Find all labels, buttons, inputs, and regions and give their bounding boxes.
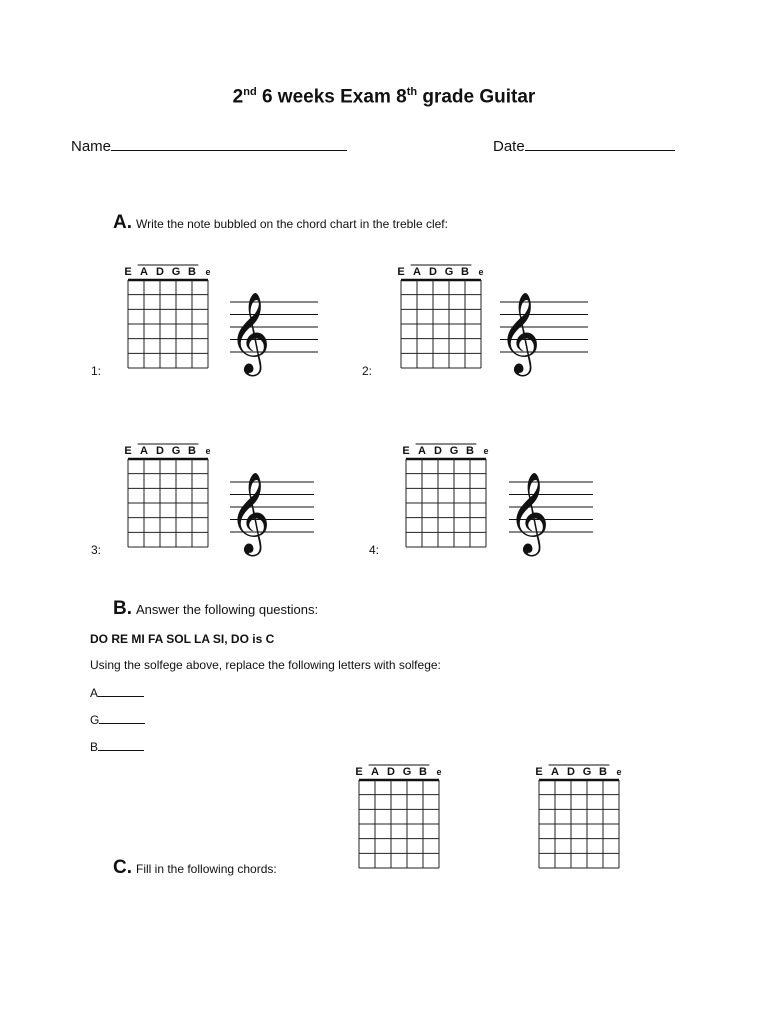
string-label-e: E [535,766,543,778]
treble-staff-3[interactable] [226,471,314,556]
answer-row-b[interactable] [90,739,144,754]
string-label-b: B [419,766,427,778]
string-label-a: A [140,445,148,457]
section-a-letter: A. [113,212,132,233]
answer-letter-a: A [90,686,99,700]
string-label-a: A [413,266,421,278]
chord-chart-3[interactable] [122,443,214,553]
treble-clef-icon: 𝄞 [499,291,541,373]
chord-chart-6[interactable] [533,764,625,874]
chord-chart-5[interactable] [353,764,445,874]
question-number-3: 3: [91,543,102,557]
string-label-g: G [449,445,459,457]
string-label-e: E [124,445,132,457]
string-label-high-e: e [478,267,484,277]
string-label-d: D [567,766,575,778]
string-label-e: E [397,266,405,278]
question-number-4: 4: [369,543,380,557]
string-label-b: B [188,445,196,457]
string-label-a: A [140,266,148,278]
name-field[interactable] [71,138,347,155]
chord-chart-4[interactable] [400,443,492,553]
chord-chart-1[interactable] [122,264,214,374]
solfege-instruction: Using the solfege above, replace the following letters with solfege: [90,658,441,672]
string-label-d: D [156,445,164,457]
string-label-d: D [429,266,437,278]
answer-row-a[interactable] [90,685,144,700]
date-label: Date [493,138,525,155]
section-c-heading [113,857,277,879]
string-label-g: G [402,766,412,778]
answer-letter-g: G [90,713,100,727]
treble-clef-icon: 𝄞 [229,291,271,373]
string-label-d: D [434,445,442,457]
string-label-g: G [582,766,592,778]
date-field[interactable] [493,138,675,155]
exam-title: 2nd 6 weeks Exam 8th grade Guitar [232,86,536,108]
treble-staff-1[interactable] [226,291,318,376]
string-label-g: G [444,266,454,278]
string-label-a: A [418,445,426,457]
string-label-g: G [171,266,181,278]
string-label-b: B [466,445,474,457]
answer-letter-b: B [90,740,99,754]
treble-staff-4[interactable] [505,471,593,556]
treble-staff-2[interactable] [496,291,588,376]
string-label-g: G [171,445,181,457]
name-label: Name [71,138,112,155]
answer-row-g[interactable] [90,712,145,727]
string-label-e: E [355,766,363,778]
string-label-a: A [551,766,559,778]
section-c-letter: C. [113,857,132,878]
string-label-high-e: e [205,267,211,277]
string-label-e: E [124,266,132,278]
string-label-b: B [188,266,196,278]
section-a-instruction: Write the note bubbled on the chord chart in the treble clef: [136,217,448,231]
string-label-b: B [461,266,469,278]
question-number-2: 2: [362,364,373,378]
string-label-high-e: e [436,767,442,777]
string-label-d: D [156,266,164,278]
string-label-a: A [371,766,379,778]
string-label-high-e: e [616,767,622,777]
question-number-1: 1: [91,364,102,378]
string-label-e: E [402,445,410,457]
string-label-b: B [599,766,607,778]
string-label-d: D [387,766,395,778]
treble-clef-icon: 𝄞 [508,471,550,553]
section-b-letter: B. [113,598,132,619]
solfege-reference: DO RE MI FA SOL LA SI, DO is C [90,632,275,646]
section-b-heading [113,598,318,620]
string-label-high-e: e [483,446,489,456]
section-c-title: Fill in the following chords: [136,862,277,876]
treble-clef-icon: 𝄞 [229,471,271,553]
section-b-title: Answer the following questions: [136,602,319,617]
string-label-high-e: e [205,446,211,456]
chord-chart-2[interactable] [395,264,487,374]
section-a-heading [113,212,448,234]
